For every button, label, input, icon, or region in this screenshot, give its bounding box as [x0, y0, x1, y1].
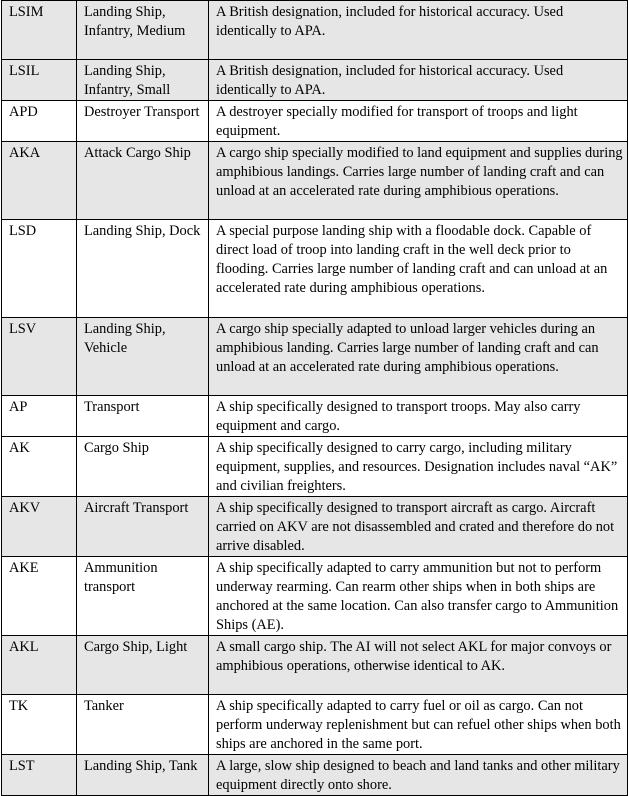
ship-name: Landing Ship, Dock: [77, 220, 209, 318]
ship-description: A special purpose landing ship with a floodable dock. Capable of direct load of troop into landing craft in the well deck prior to flooding. Carries large number of landing craft and can unload at an accelerated rate during amphibious operations.: [209, 220, 628, 318]
ship-name: Ammunition transport: [77, 557, 209, 636]
table-row: [2, 142, 628, 220]
ship-type-table-body: [2, 1, 628, 796]
ship-code: APD: [2, 101, 77, 142]
ship-code: LST: [2, 755, 77, 796]
table-row: [2, 636, 628, 695]
table-row: [2, 1, 628, 60]
table-row: [2, 220, 628, 318]
ship-name: Landing Ship, Tank: [77, 755, 209, 796]
ship-name: Cargo Ship, Light: [77, 636, 209, 695]
ship-name: Landing Ship, Infantry, Medium: [77, 1, 209, 60]
table-row: [2, 497, 628, 557]
ship-code: AKV: [2, 497, 77, 557]
table-row: [2, 557, 628, 636]
ship-code: AKA: [2, 142, 77, 220]
ship-type-table: [1, 0, 628, 796]
table-row: [2, 755, 628, 796]
ship-description: A large, slow ship designed to beach and land tanks and other military equipment directly onto shore.: [209, 755, 628, 796]
table-row: [2, 695, 628, 755]
ship-name: Landing Ship, Infantry, Small: [77, 60, 209, 101]
ship-name: Tanker: [77, 695, 209, 755]
ship-name: Attack Cargo Ship: [77, 142, 209, 220]
ship-description: A small cargo ship. The AI will not select AKL for major convoys or amphibious operations, otherwise identical to AK.: [209, 636, 628, 695]
ship-description: A destroyer specially modified for transport of troops and light equipment.: [209, 101, 628, 142]
table-row: [2, 60, 628, 101]
ship-code: AK: [2, 437, 77, 497]
ship-description: A ship specifically designed to transport troops. May also carry equipment and cargo.: [209, 396, 628, 437]
ship-code: LSIL: [2, 60, 77, 101]
ship-name: Transport: [77, 396, 209, 437]
ship-description: A British designation, included for historical accuracy. Used identically to APA.: [209, 1, 628, 60]
ship-description: A ship specifically adapted to carry ammunition but not to perform underway rearming. Can rearm other ships when in both ships are anchored at the same location. Can also transfer cargo to Ammunition Ships (AE).: [209, 557, 628, 636]
ship-code: LSIM: [2, 1, 77, 60]
table-row: [2, 396, 628, 437]
ship-name: Cargo Ship: [77, 437, 209, 497]
ship-code: LSD: [2, 220, 77, 318]
ship-description: A British designation, included for historical accuracy. Used identically to APA.: [209, 60, 628, 101]
ship-description: A ship specifically designed to transport aircraft as cargo. Aircraft carried on AKV are not disassembled and crated and therefore do not arrive disabled.: [209, 497, 628, 557]
ship-code: TK: [2, 695, 77, 755]
ship-code: AKE: [2, 557, 77, 636]
table-row: [2, 437, 628, 497]
table-row: [2, 101, 628, 142]
ship-description: A ship specifically adapted to carry fuel or oil as cargo. Can not perform underway replenishment but can refuel other ships when both ships are anchored in the same port.: [209, 695, 628, 755]
ship-code: AKL: [2, 636, 77, 695]
ship-description: A cargo ship specially modified to land equipment and supplies during amphibious landings. Carries large number of landing craft and can unload at an accelerated rate during amphibious operations.: [209, 142, 628, 220]
table-row: [2, 318, 628, 396]
ship-name: Destroyer Transport: [77, 101, 209, 142]
ship-description: A ship specifically designed to carry cargo, including military equipment, supplies, and resources. Designation includes naval “AK” and civilian freighters.: [209, 437, 628, 497]
ship-description: A cargo ship specially adapted to unload larger vehicles during an amphibious landing. Carries large number of landing craft and can unload at an accelerated rate during amphibious operations.: [209, 318, 628, 396]
ship-name: Landing Ship, Vehicle: [77, 318, 209, 396]
ship-name: Aircraft Transport: [77, 497, 209, 557]
ship-code: AP: [2, 396, 77, 437]
ship-code: LSV: [2, 318, 77, 396]
